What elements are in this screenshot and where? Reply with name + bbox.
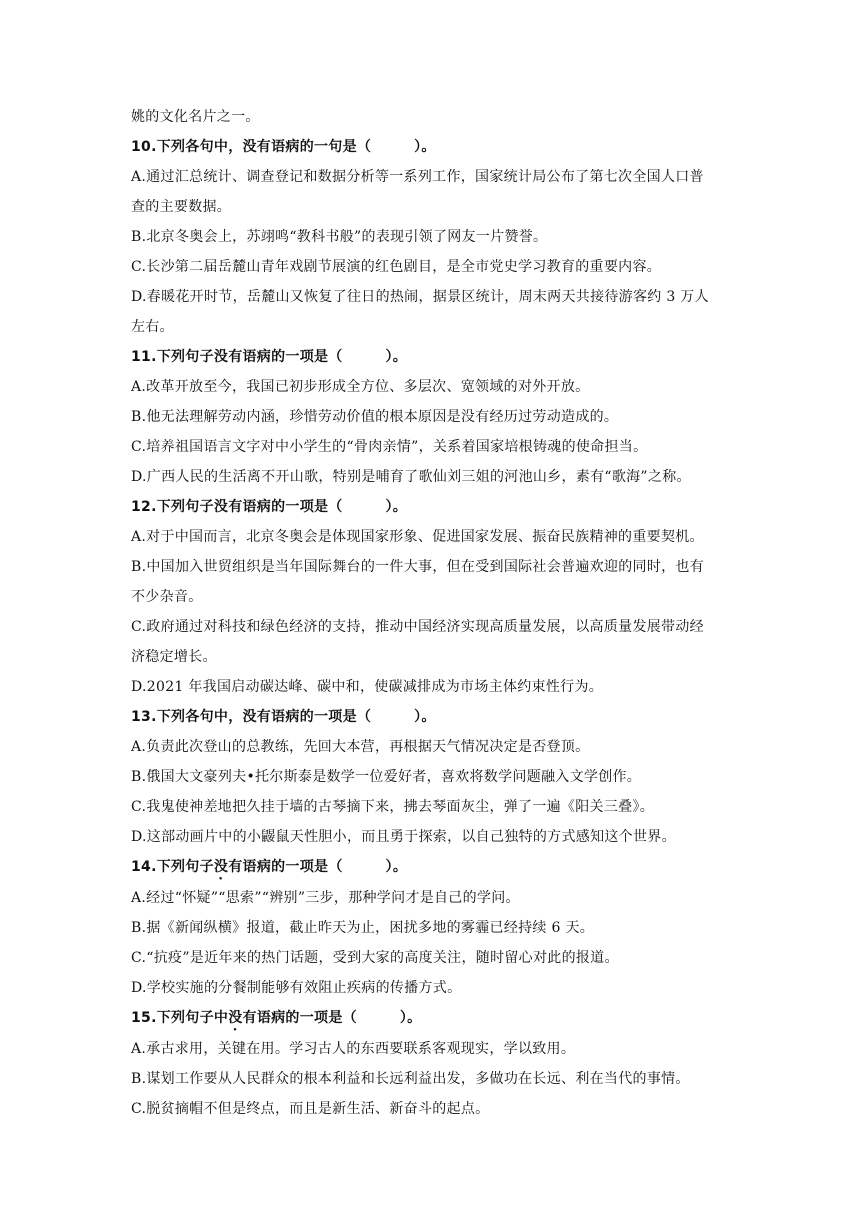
text-line: C.长沙第二届岳麓山青年戏剧节展演的红色剧目，是全市党史学习教育的重要内容。	[131, 259, 662, 275]
text-line: B.谋划工作要从人民群众的根本利益和长远利益出发，多做功在长远、利在当代的事情。	[131, 1071, 690, 1087]
text-line: C.政府通过对科技和绿色经济的支持，推动中国经济实现高质量发展，以高质量发展带动经	[131, 619, 704, 635]
text-line: 姚的文化名片之一。	[131, 109, 260, 125]
text-line: B.他无法理解劳动内涵，珍惜劳动价值的根本原因是没有经历过劳动造成的。	[131, 409, 619, 425]
text-line: A.经过“怀疑”“思索”“辨别”三步，那种学问才是自己的学问。	[131, 890, 520, 906]
text-line: D.2021 年我国启动碳达峰、碳中和，使碳减排成为市场主体约束性行为。	[131, 679, 604, 695]
text-line: D.春暖花开时节，岳麓山又恢复了往日的热闹，据景区统计，周末两天共接待游客约 3 万人	[131, 289, 709, 305]
text-line: C.培养祖国语言文字对中小学生的“骨肉亲情”，关系着国家培根铸魂的使命担当。	[131, 439, 648, 455]
text-line: C.脱贫摘帽不但是终点，而且是新生活、新奋斗的起点。	[131, 1101, 490, 1117]
question-heading: 12.下列句子没有语病的一项是（ ）。	[131, 499, 408, 515]
text-line: 查的主要数据。	[131, 199, 232, 215]
question-heading: 10.下列各句中，没有语病的一句是（ ）。	[131, 139, 436, 155]
text-line: A.承古求用，关键在用。学习古人的东西要联系客观现实，学以致用。	[131, 1041, 576, 1057]
text-line: A.通过汇总统计、调查登记和数据分析等一系列工作，国家统计局公布了第七次全国人口普	[131, 169, 704, 185]
text-line: D.这部动画片中的小鼹鼠天性胆小，而且勇于探索，以自己独特的方式感知这个世界。	[131, 829, 676, 845]
text-line: B.中国加入世贸组织是当年国际舞台的一件大事，但在受到国际社会普遍欢迎的同时，也有	[131, 559, 705, 575]
text-line: B.北京冬奥会上，苏翊鸣“教科书般”的表现引领了网友一片赞誉。	[131, 229, 548, 245]
document-body	[131, 102, 741, 1124]
text-line: 不少杂音。	[131, 589, 203, 605]
text-line: 左右。	[131, 319, 174, 335]
question-heading: 14.下列句子没有语病的一项是（ ）。	[131, 859, 408, 875]
text-line: A.负责此次登山的总教练，先回大本营，再根据天气情况决定是否登顶。	[131, 739, 590, 755]
emphasis-dot-char: 没	[213, 859, 229, 875]
text-line: B.俄国大文豪列夫•托尔斯泰是数学一位爱好者，喜欢将数学问题融入文学创作。	[131, 769, 642, 785]
text-line: D.学校实施的分餐制能够有效阻止疾病的传播方式。	[131, 980, 462, 996]
text-line: B.据《新闻纵横》报道，截止昨天为止，困扰多地的雾霾已经持续 6 天。	[131, 920, 595, 936]
text-line: A.改革开放至今，我国已初步形成全方位、多层次、宽领域的对外开放。	[131, 379, 590, 395]
text-line: D.广西人民的生活离不开山歌，特别是哺育了歌仙刘三姐的河池山乡，素有“歌海”之称。	[131, 469, 691, 485]
question-heading: 13.下列各句中，没有语病的一项是（ ）。	[131, 709, 436, 725]
text-line: C.“抗疫”是近年来的热门话题，受到大家的高度关注，随时留心对此的报道。	[131, 950, 619, 966]
emphasis-dot-char: 没	[228, 1010, 243, 1026]
question-heading: 11.下列句子没有语病的一项是（ ）。	[131, 349, 408, 365]
question-heading: 15.下列句子中没有语病的一项是（ ）。	[131, 1010, 422, 1026]
text-line: A.对于中国而言，北京冬奥会是体现国家形象、促进国家发展、振奋民族精神的重要契机。	[131, 529, 704, 545]
text-line: 济稳定增长。	[131, 649, 217, 665]
text-line: C.我鬼使神差地把久挂于墙的古琴摘下来，拂去琴面灰尘，弹了一遍《阳关三叠》。	[131, 799, 655, 815]
